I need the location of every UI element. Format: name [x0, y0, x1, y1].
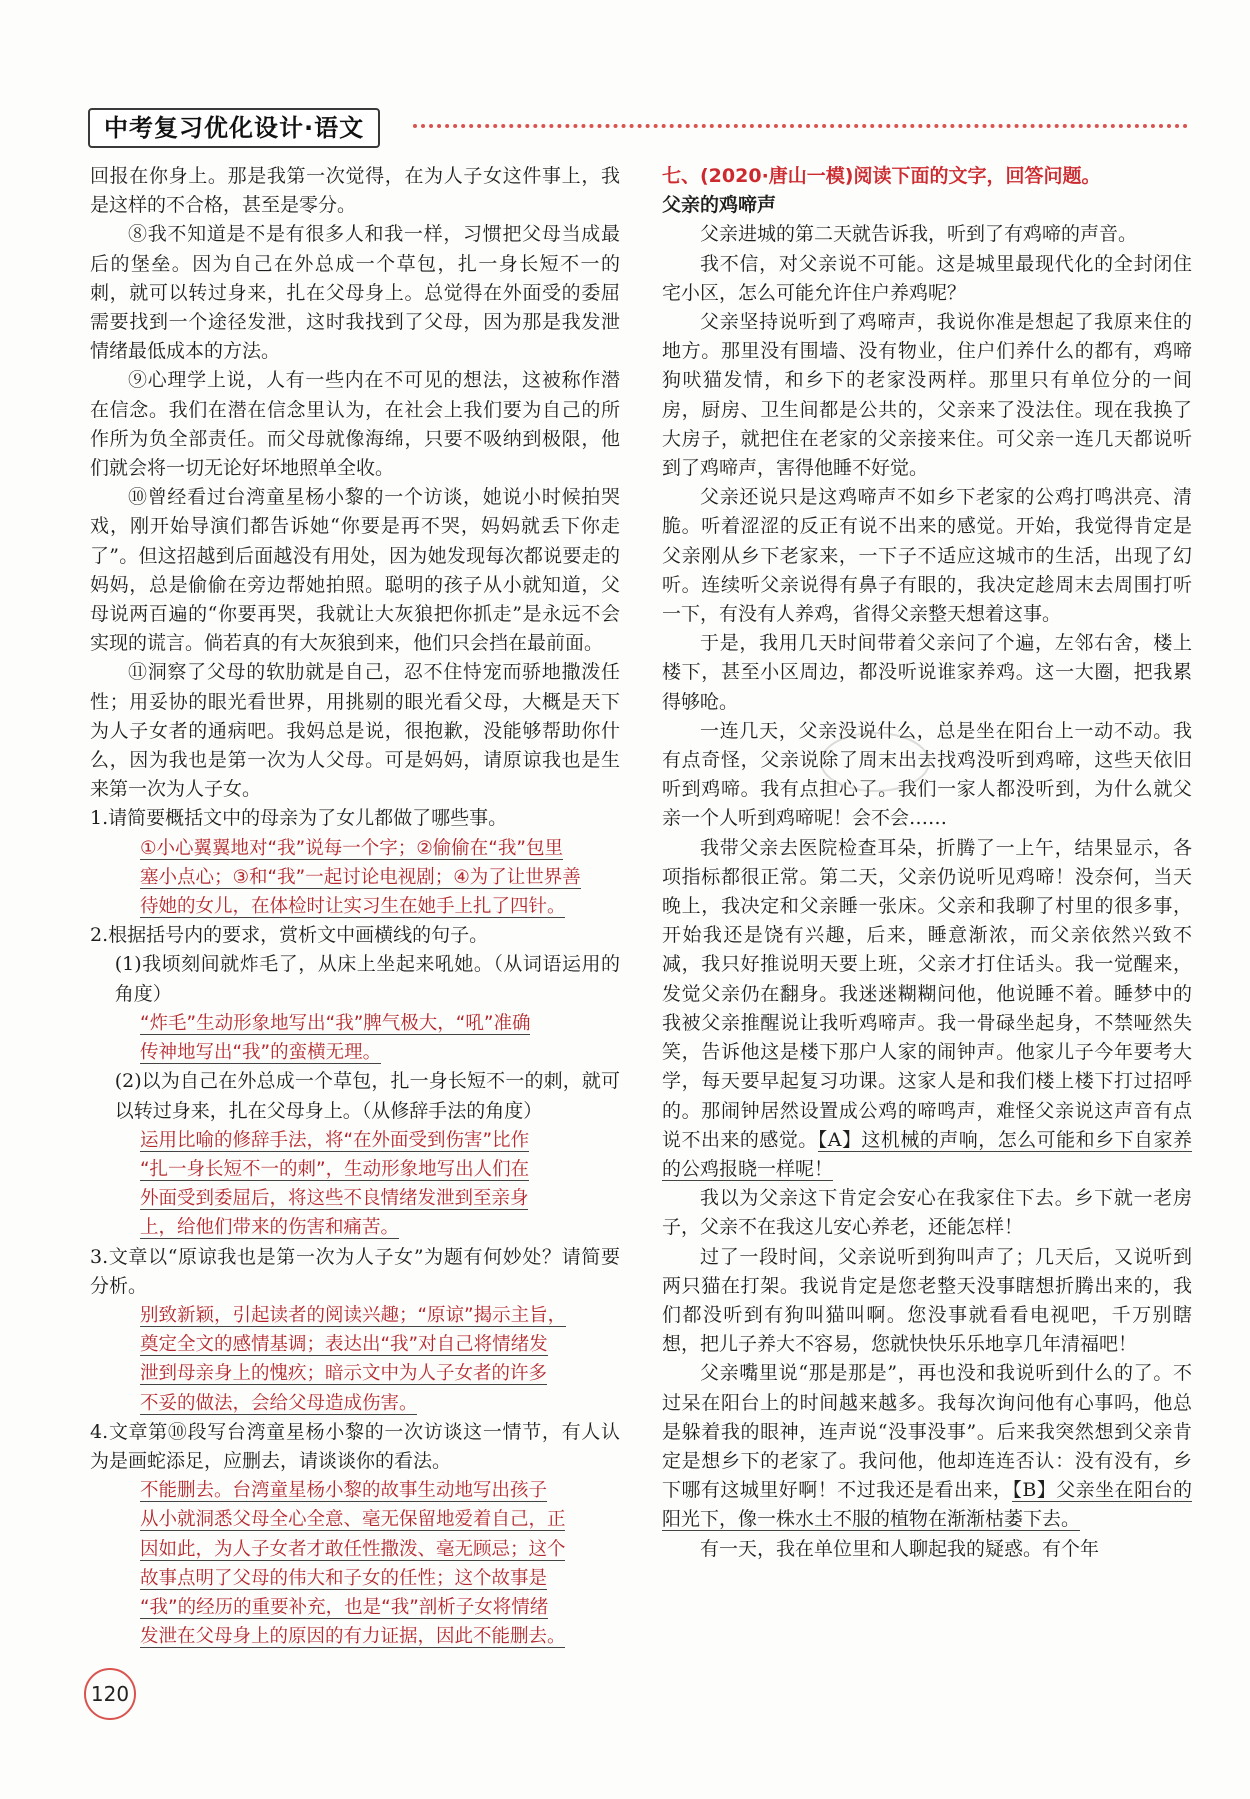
page-header — [88, 108, 1188, 152]
paragraph: 父亲还说只是这鸡啼声不如乡下老家的公鸡打鸣洪亮、清脆。听着涩涩的反正有说不出来的感觉。开始，我觉得肯定是父亲刚从乡下老家来，一下子不适应这城市的生活，出现了幻听。连续听父亲说得有鼻子有眼的，我决定趁周末去周围打听一下，有没有人养鸡，省得父亲整天想着这事。 — [662, 486, 1192, 626]
paragraph: 于是，我用几天时间带着父亲问了个遍，左邻右舍，楼上楼下，甚至小区周边，都没听说谁家养鸡。这一大圈，把我累得够呛。 — [662, 632, 1192, 713]
paragraph: 我带父亲去医院检查耳朵，折腾了一上午，结果显示，各项指标都很正常。第二天，父亲仍说听见鸡啼！没奈何，当天晚上，我决定和父亲睡一张床。父亲和我聊了村里的很多事，开始我还是饶有兴趣，后来，睡意渐浓，而父亲依然兴致不减，我只好推说明天要上班，父亲才打住话头。我一觉醒来，发觉父亲仍在翻身。我迷迷糊糊问他，他说睡不着。睡梦中的我被父亲推醒说让我听鸡啼声。我一骨碌坐起身，不禁哑然失笑，告诉他这是楼下那户人家的闹钟声。他家儿子今年要考大学，每天要早起复习功课。这家人是和我们楼上楼下打过招呼的。那闹钟居然设置成公鸡的啼鸣声，难怪父亲说这声音有点说不出来的感觉。【A】这机械的声响，怎么可能和乡下自家养的公鸡报晓一样呢！ — [662, 836, 1192, 1180]
question-2-1: (1)我顷刻间就炸毛了，从床上坐起来吼她。（从词语运用的角度） — [114, 953, 620, 1005]
answer-2-1: “炸毛”生动形象地写出“我”脾气极大，“吼”准确 传神地写出“我”的蛮横无理。 — [139, 1012, 531, 1064]
paragraph: 我不信，对父亲说不可能。这是城里最现代化的全封闭住宅小区，怎么可能允许住户养鸡呢？ — [662, 252, 1192, 304]
marked-sentence-b: 【B】父亲坐在阳台的阳光下，像一株水土不服的植物在渐渐枯萎下去。 — [662, 1479, 1192, 1531]
question-2-2: (2)以为自己在外总成一个草包，扎一身长短不一的刺，就可以转过身来，扎在父母身上。（从修辞手法的角度） — [114, 1070, 620, 1122]
story-title: 父亲的鸡啼声 — [662, 194, 777, 217]
paragraph: ⑨心理学上说，人有一些内在不可见的想法，这被称作潜在信念。我们在潜在信念里认为，在社会上我们要为自己的所作所为负全部责任。而父母就像海绵，只要不吸纳到极限，他们就会将一切无论好坏地照单全收。 — [90, 369, 620, 480]
page-number: 120 — [84, 1668, 136, 1720]
paragraph: ⑪洞察了父母的软肋就是自己，忍不住恃宠而骄地撒泼任性；用妥协的眼光看世界，用挑剔的眼光看父母，大概是天下为人子女者的通病吧。我妈总是说，很抱歉，没能够帮助你什么，因为我也是第一次为人父母。可是妈妈，请原谅我也是生来第一次为人子女。 — [90, 661, 620, 801]
answer-2-2: 运用比喻的修辞手法，将“在外面受到伤害”比作 “扎一身长短不一的刺”，生动形象地写出人们在 外面受到委屈后，将这些不良情绪发泄到至亲身 上，给他们带来的伤害和痛苦。 — [139, 1129, 530, 1239]
book-title: 中考复习优化设计·语文 — [88, 108, 380, 148]
left-column — [90, 162, 620, 1651]
section-heading: 七、(2020·唐山一模)阅读下面的文字，回答问题。 — [662, 165, 1101, 187]
paragraph: ⑧我不知道是不是有很多人和我一样，习惯把父母当成最后的堡垒。因为自己在外总成一个草包，扎一身长短不一的刺，就可以转过身来，扎在父母身上。总觉得在外面受的委屈需要找到一个途径发泄，这时我找到了父母，因为那是我发泄情绪最低成本的方法。 — [90, 223, 620, 363]
paragraph: 一连几天，父亲没说什么，总是坐在阳台上一动不动。我有点奇怪，父亲说除了周末出去找鸡没听到鸡啼，这些天依旧听到鸡啼。我有点担心了。我们一家人都没听到，为什么就父亲一个人听到鸡啼呢！会不会…… — [662, 719, 1192, 830]
header-divider — [413, 124, 1188, 130]
watermark-stamp — [820, 732, 930, 792]
question-2: 2.根据括号内的要求，赏析文中画横线的句子。 — [90, 924, 489, 947]
question-1: 1.请简要概括文中的母亲为了女儿都做了哪些事。 — [90, 807, 508, 830]
paragraph: 有一天，我在单位里和人聊起我的疑惑。有个年 — [700, 1537, 1100, 1560]
paragraph: ⑩曾经看过台湾童星杨小黎的一个访谈，她说小时候拍哭戏，刚开始导演们都告诉她“你要是再不哭，妈妈就丢下你走了”。但这招越到后面越没有用处，因为她发现每次都说要走的妈妈，总是偷偷在旁边帮她拍照。聪明的孩子从小就知道，父母说两百遍的“你要再哭，我就让大灰狼把你抓走”是永远不会实现的谎言。倘若真的有大灰狼到来，他们只会挡在最前面。 — [90, 486, 620, 655]
paragraph: 父亲嘴里说“那是那是”，再也没和我说听到什么的了。不过呆在阳台上的时间越来越多。我每次询问他有心事吗，他总是躲着我的眼神，连声说“没事没事”。后来我突然想到父亲肯定是想乡下的老家了。我问他，他却连连否认：没有没有，乡下哪有这城里好啊！不过我还是看出来，【B】父亲坐在阳台的阳光下，像一株水土不服的植物在渐渐枯萎下去。 — [662, 1362, 1192, 1531]
answer-3: 别致新颖，引起读者的阅读兴趣；“原谅”揭示主旨， 奠定全文的感情基调；表达出“我”对自己将情绪发 泄到母亲身上的愧疚；暗示文中为人子女者的许多 不妥的做法，会给父母造成伤害。 — [139, 1304, 567, 1414]
paragraph: 父亲坚持说听到了鸡啼声，我说你准是想起了我原来住的地方。那里没有围墙、没有物业，住户们养什么的都有，鸡啼狗吠猫发情，和乡下的老家没两样。那里只有单位分的一间房，厨房、卫生间都是公共的，父亲来了没法住。现在我换了大房子，就把住在老家的父亲接来住。可父亲一连几天都说听到了鸡啼声，害得他睡不好觉。 — [662, 311, 1192, 480]
paragraph: 回报在你身上。那是我第一次觉得，在为人子女这件事上，我是这样的不合格，甚至是零分。 — [90, 165, 620, 217]
marked-sentence-a: 【A】这机械的声响，怎么可能和乡下自家养的公鸡报晓一样呢！ — [662, 1128, 1192, 1180]
answer-1: ①小心翼翼地对“我”说每一个字；②偷偷在“我”包里 塞小点心；③和“我”一起讨论电视剧；④为了让世界善 待她的女儿，在体检时让实习生在她手上扎了四针。 — [139, 837, 581, 918]
paragraph: 父亲进城的第二天就告诉我，听到了有鸡啼的声音。 — [700, 223, 1138, 246]
paragraph: 我以为父亲这下肯定会安心在我家住下去。乡下就一老房子，父亲不在我这儿安心养老，还能怎样！ — [662, 1187, 1192, 1239]
question-3: 3.文章以“原谅我也是第一次为人子女”为题有何妙处？请简要分析。 — [90, 1245, 620, 1297]
paragraph: 过了一段时间，父亲说听到狗叫声了；几天后，又说听到两只猫在打架。我说肯定是您老整天没事瞎想折腾出来的，我们都没听到有狗叫猫叫啊。您没事就看看电视吧，千万别瞎想，把儿子养大不容易，您就快快乐乐地享几年清福吧！ — [662, 1245, 1192, 1356]
question-4: 4.文章第⑩段写台湾童星杨小黎的一次访谈这一情节，有人认为是画蛇添足，应删去，请谈谈你的看法。 — [90, 1420, 620, 1472]
answer-4: 不能删去。台湾童星杨小黎的故事生动地写出孩子 从小就洞悉父母全心全意、毫无保留地爱着自己，正 因如此，为人子女者才敢任性撒泼、毫无顾忌；这个 故事点明了父母的伟大和子女的任性；这个故事是 “我”的经历的重要补充，也是“我”剖析子女将情绪 发泄在父母身上的原因的有力证据，因此不能删去。 — [139, 1480, 566, 1648]
right-column — [662, 162, 1192, 1564]
